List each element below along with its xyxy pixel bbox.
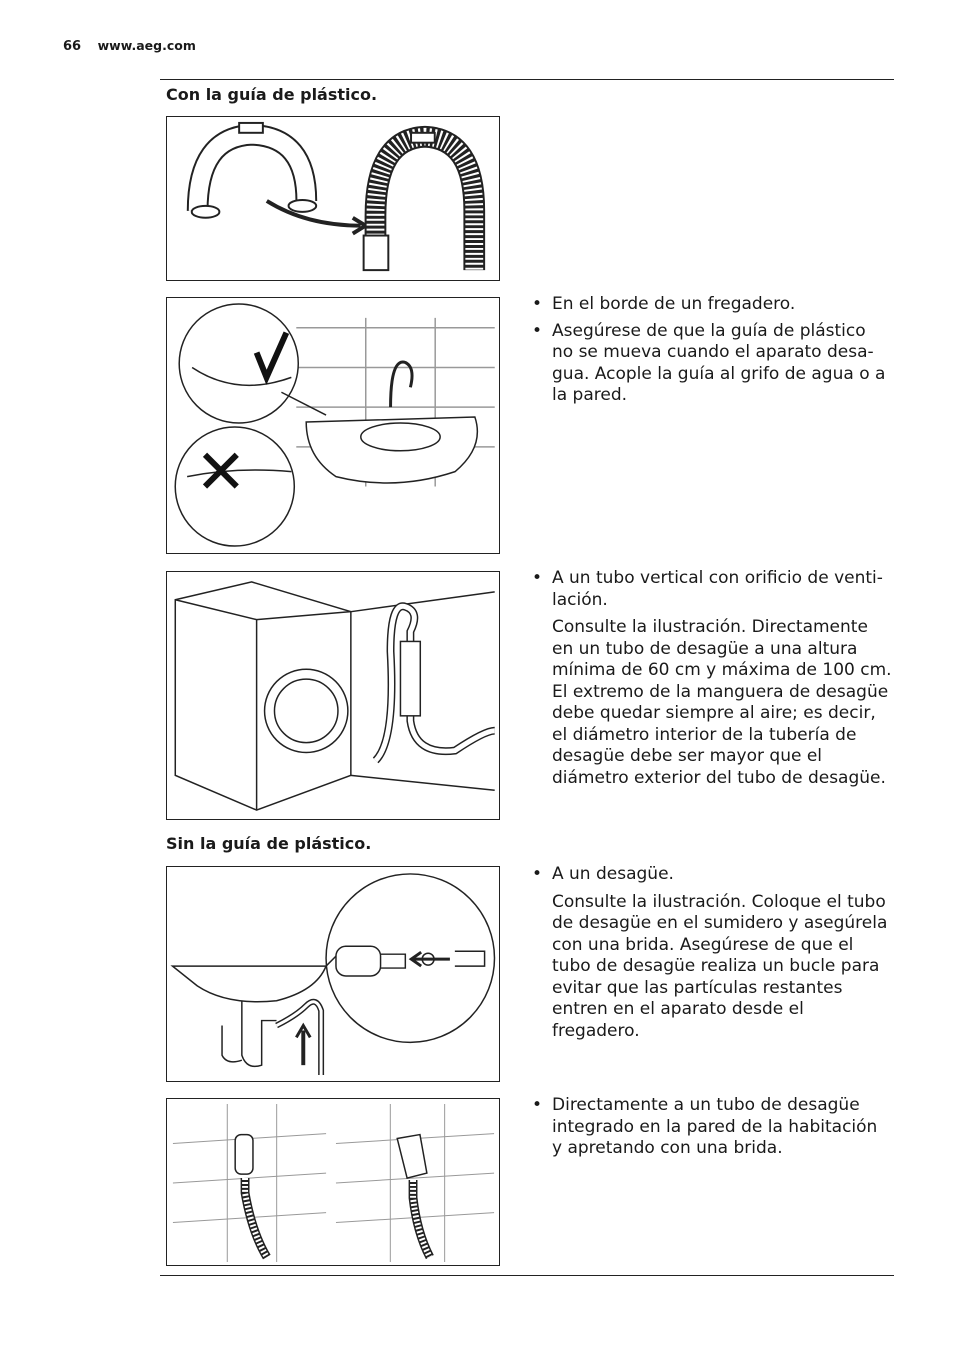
bottom-divider	[160, 1275, 894, 1276]
standpipe-note: Consulte la ilustración. Directamente en un tubo de desagüe a una altura mínima de 60 cm y máxima de 100 cm. El extremo de la manguera de desagüe debe quedar siempre al aire; es decir, el diámetro interior de la tubería de desagüe debe ser mayor que el diámetro exterior del tubo de desagüe.	[552, 617, 892, 788]
top-divider	[160, 79, 894, 80]
sink-instructions	[532, 294, 892, 412]
standpipe-figure	[166, 571, 500, 820]
page-number: 66	[63, 39, 82, 54]
drain-note: Consulte la ilustración. Coloque el tubo de desagüe en el sumidero y asegúrela con una brida. Asegúrese de que el tubo de desagüe realiza un bucle para evitar que las partículas restantes entren en el aparato desde el fregadero.	[552, 891, 888, 1041]
sink-figure	[166, 297, 500, 554]
wall-drain-bullet: • Directamente a un tubo de desagüe integrado en la pared de la habitación y apretando con una brida.	[532, 1095, 892, 1160]
section-heading-with-guide: Con la guía de plástico.	[166, 85, 378, 104]
drain-instructions	[532, 864, 892, 1042]
standpipe-illustration	[167, 572, 499, 819]
hose-guide-illustration	[167, 117, 499, 280]
wall-drain-instructions	[532, 1095, 892, 1165]
section-heading-without-guide: Sin la guía de plástico.	[166, 834, 372, 853]
sink-illustration	[167, 298, 499, 553]
website-link[interactable]: www.aeg.com	[97, 38, 196, 53]
wall-drain-figure	[166, 1098, 500, 1266]
hose-guide-figure	[166, 116, 500, 281]
page-header	[63, 38, 196, 54]
wall-drain-illustration	[167, 1099, 499, 1265]
standpipe-bullet: • A un tubo vertical con orificio de ventilación.	[532, 568, 892, 611]
drain-bullet: • A un desagüe.	[532, 864, 892, 886]
drain-figure	[166, 866, 500, 1082]
standpipe-instructions	[532, 568, 892, 789]
drain-illustration	[167, 867, 499, 1081]
sink-bullet-2: • Asegúrese de que la guía de plástico no se mueva cuando el aparato desagua. Acople la guía al grifo de agua o a la pared.	[532, 321, 892, 407]
sink-bullet-1: • En el borde de un fregadero.	[532, 294, 892, 316]
